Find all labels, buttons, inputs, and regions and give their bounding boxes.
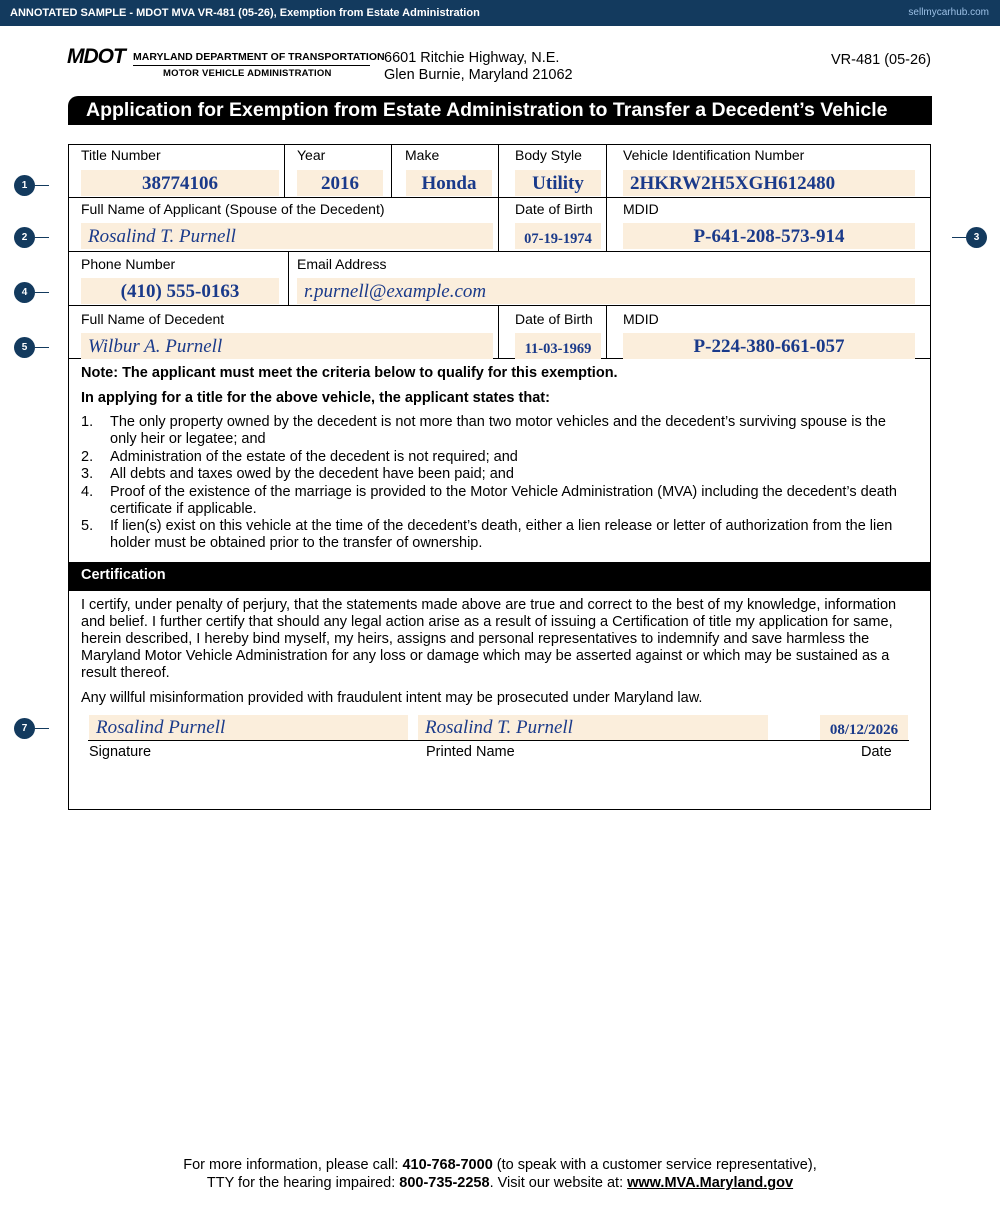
title-number-label: Title Number xyxy=(81,147,161,163)
applicant-mdid-label: MDID xyxy=(623,201,659,217)
criteria-item xyxy=(81,414,911,448)
signature-label: Signature xyxy=(89,744,152,760)
footer-line1 xyxy=(0,1157,1000,1173)
footer-text: For more information, please call: xyxy=(183,1157,403,1173)
annotation-marker: 4 xyxy=(14,282,35,303)
vin-value: 2HKRW2H5XGH612480 xyxy=(630,173,836,194)
applicant-dob-label: Date of Birth xyxy=(515,201,593,217)
footer-text: TTY for the hearing impaired: xyxy=(206,1175,400,1191)
title-number-value: 38774106 xyxy=(142,173,218,194)
row-divider xyxy=(68,305,930,306)
applicant-mdid-field[interactable] xyxy=(623,223,915,249)
row-divider xyxy=(68,197,930,198)
applicant-name-field[interactable] xyxy=(81,223,493,249)
signature-line xyxy=(88,740,909,741)
title-number-field[interactable] xyxy=(81,170,279,196)
body-style-label: Body Style xyxy=(515,147,582,163)
applicant-dob-field[interactable] xyxy=(515,223,601,249)
decedent-name-label: Full Name of Decedent xyxy=(81,311,225,327)
certification-warning: Any willful misinformation provided with fraudulent intent may be prosecuted under Maryland law. xyxy=(81,690,703,706)
criteria-intro: In applying for a title for the above vehicle, the applicant states that: xyxy=(81,390,550,406)
email-value: r.purnell@example.com xyxy=(304,281,487,302)
decedent-name-value: Wilbur A. Purnell xyxy=(88,336,223,357)
decedent-mdid-field[interactable] xyxy=(623,333,915,359)
body-style-field[interactable] xyxy=(515,170,601,196)
applicant-name-value: Rosalind T. Purnell xyxy=(88,226,236,247)
make-field[interactable] xyxy=(406,170,492,196)
col-divider xyxy=(284,144,285,197)
logo-line1: MARYLAND DEPARTMENT OF TRANSPORTATION xyxy=(133,51,385,63)
annotation-marker: 1 xyxy=(14,175,35,196)
criteria-item-number: 4. xyxy=(81,484,94,500)
phone-field[interactable] xyxy=(81,278,279,304)
decedent-dob-field[interactable] xyxy=(515,333,601,359)
annotation-marker: 7 xyxy=(14,718,35,739)
certification-header xyxy=(69,562,930,591)
certification-paragraph: I certify, under penalty of perjury, that the statements made above are true and correct to the best of my knowledge, information and belief. I further certify that should any legal action arise as a result of issuing a Certification of title my application for same, herein described, I hereby bind myself, my heirs, assigns and personal representatives to indemnify and save harmless the Maryland Motor Vehicle Administration for any loss or damage which may be asserted against or which may be sustained as a result thereof. xyxy=(81,597,897,681)
criteria-item-number: 5. xyxy=(81,518,94,534)
address-line2: Glen Burnie, Maryland 21062 xyxy=(384,67,573,83)
col-divider xyxy=(288,251,289,305)
criteria-item xyxy=(81,449,911,466)
date-value: 08/12/2026 xyxy=(829,722,899,738)
criteria-item xyxy=(81,484,911,518)
criteria-item-number: 1. xyxy=(81,414,94,430)
printed-name-value: Rosalind T. Purnell xyxy=(425,717,573,738)
eligibility-note: Note: The applicant must meet the criteria below to qualify for this exemption. xyxy=(81,365,618,381)
marker-leader xyxy=(35,347,49,348)
address-line1: 6601 Ritchie Highway, N.E. xyxy=(384,50,560,66)
signature-value: Rosalind Purnell xyxy=(96,717,226,738)
criteria-item-text: If lien(s) exist on this vehicle at the time of the decedent’s death, either a lien release or letter of authorization from the lien holder must be obtained prior to the transfer of ownership. xyxy=(110,518,893,551)
phone-label: Phone Number xyxy=(81,256,176,272)
criteria-item-text: Administration of the estate of the decedent is not required; and xyxy=(110,449,518,465)
criteria-item xyxy=(81,466,911,483)
decedent-mdid-label: MDID xyxy=(623,311,659,327)
marker-leader xyxy=(952,237,966,238)
col-divider xyxy=(498,305,499,358)
col-divider xyxy=(498,144,499,251)
email-field[interactable] xyxy=(297,278,915,304)
marker-leader xyxy=(35,292,49,293)
tty-number: 800-735-2258 xyxy=(399,1175,490,1191)
make-value: Honda xyxy=(421,173,477,194)
vin-label: Vehicle Identification Number xyxy=(623,147,805,163)
phone-value: (410) 555-0163 xyxy=(120,281,240,302)
printed-name-field[interactable] xyxy=(418,715,768,740)
footer-line2 xyxy=(0,1175,1000,1191)
date-field[interactable] xyxy=(820,715,908,740)
email-label: Email Address xyxy=(297,256,387,272)
annotation-marker: 5 xyxy=(14,337,35,358)
decedent-dob-value: 11-03-1969 xyxy=(524,341,592,357)
criteria-item-number: 3. xyxy=(81,466,94,482)
annotation-marker: 2 xyxy=(14,227,35,248)
marker-leader xyxy=(35,237,49,238)
banner-title: ANNOTATED SAMPLE - MDOT MVA VR-481 (05-26), Exemption from Estate Administration xyxy=(10,7,480,19)
decedent-dob-label: Date of Birth xyxy=(515,311,593,327)
criteria-item-text: All debts and taxes owed by the decedent have been paid; and xyxy=(110,466,514,482)
banner-site[interactable]: sellmycarhub.com xyxy=(908,7,989,18)
criteria-item-text: Proof of the existence of the marriage is provided to the Motor Vehicle Administration (MVA) including the decedent’s death certificate if applicable. xyxy=(110,484,897,517)
footer-text: . Visit our website at: xyxy=(489,1175,628,1191)
criteria-item xyxy=(81,518,911,552)
marker-leader xyxy=(35,728,49,729)
certification-heading: Certification xyxy=(81,567,166,583)
vin-field[interactable] xyxy=(623,170,915,196)
printed-name-label: Printed Name xyxy=(426,744,515,760)
decedent-mdid-value: P-224-380-661-057 xyxy=(693,336,845,357)
logo-line2: MOTOR VEHICLE ADMINISTRATION xyxy=(163,68,332,79)
annotation-marker: 3 xyxy=(966,227,987,248)
signature-field[interactable] xyxy=(89,715,408,740)
col-divider xyxy=(606,305,607,358)
body-style-value: Utility xyxy=(532,173,584,194)
mva-address xyxy=(384,50,573,84)
logo-rule xyxy=(133,65,370,66)
phone-number: 410-768-7000 xyxy=(402,1157,493,1173)
criteria-item-text: The only property owned by the decedent is not more than two motor vehicles and the decedent’s surviving spouse is the only heir or legatee; and xyxy=(110,414,886,447)
col-divider xyxy=(606,144,607,251)
applicant-name-label: Full Name of Applicant (Spouse of the Decedent) xyxy=(81,201,385,217)
row-divider xyxy=(68,251,930,252)
applicant-dob-value: 07-19-1974 xyxy=(524,231,592,247)
criteria-item-number: 2. xyxy=(81,449,94,465)
make-label: Make xyxy=(405,147,440,163)
marker-leader xyxy=(35,185,49,186)
logo-mark: MDOT xyxy=(67,45,125,68)
year-value: 2016 xyxy=(321,173,359,194)
year-label: Year xyxy=(297,147,326,163)
form-title-bar xyxy=(68,96,932,125)
decedent-name-field[interactable] xyxy=(81,333,493,359)
website-link[interactable]: www.MVA.Maryland.gov xyxy=(627,1175,794,1191)
col-divider xyxy=(391,144,392,197)
year-field[interactable] xyxy=(297,170,383,196)
annotation-banner xyxy=(0,0,1000,26)
mdot-logo xyxy=(67,45,385,81)
form-number: VR-481 (05-26) xyxy=(831,52,931,68)
form-title: Application for Exemption from Estate Administration to Transfer a Decedent’s Vehicle xyxy=(86,99,888,121)
footer-text: (to speak with a customer service representative), xyxy=(492,1157,817,1173)
date-label: Date xyxy=(861,744,892,760)
applicant-mdid-value: P-641-208-573-914 xyxy=(693,226,845,247)
